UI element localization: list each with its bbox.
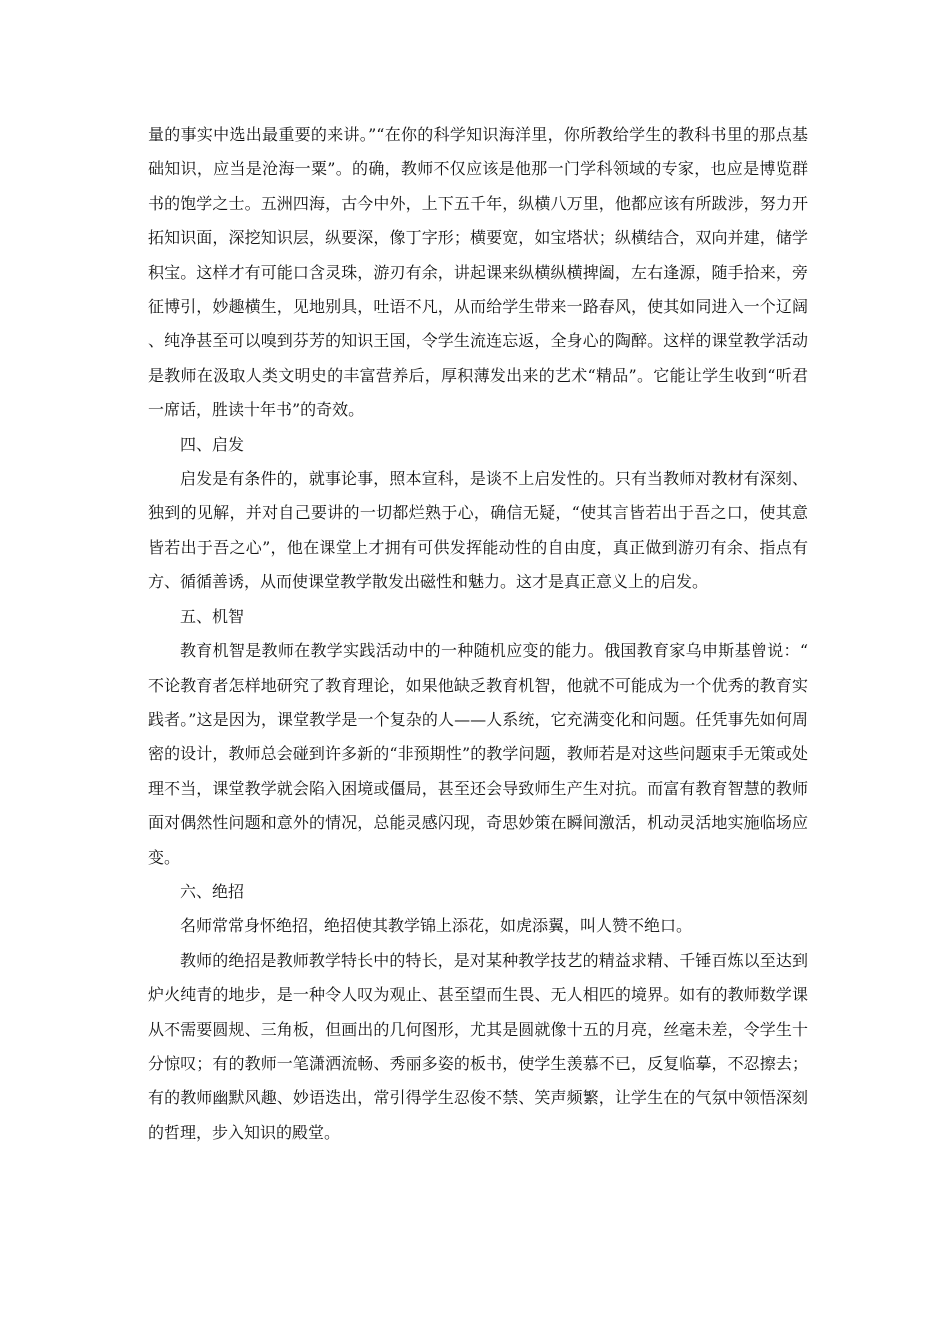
section-heading-qifa: 四、启发 bbox=[180, 434, 245, 454]
section-heading-juezhao: 六、绝招 bbox=[180, 881, 245, 901]
document-body bbox=[148, 118, 808, 1150]
paragraph-continuation: 量的事实中选出最重要的来讲。”“在你的科学知识海洋里，你所教给学生的教科书里的那点基础知识，应当是沧海一粟”。的确，教师不仅应该是他那一门学科领域的专家，也应是博览群书的饱学之士。五洲四海，古今中外，上下五千年，纵横八万里，他都应该有所跋涉，努力开拓知识面，深挖知识层，纵要深，像丁字形；横要宽，如宝塔状；纵横结合，双向并建，储学积宝。这样才有可能口含灵珠，游刃有余，讲起课来纵横纵横捭阖，左右逢源，随手拾来，旁征博引，妙趣横生，见地别具，吐语不凡，从而给学生带来一路春风，使其如同进入一个辽阔、纯净甚至可以嗅到芬芳的知识王国，令学生流连忘返，全身心的陶醉。这样的课堂教学活动是教师在汲取人类文明史的丰富营养后，厚积薄发出来的艺术“精品”。它能让学生收到“听君一席话，胜读十年书”的奇效。 bbox=[148, 125, 808, 420]
paragraph-juezhao-intro: 名师常常身怀绝招，绝招使其教学锦上添花，如虎添翼，叫人赞不绝口。 bbox=[180, 916, 693, 936]
paragraph-jizhi: 教育机智是教师在教学实践活动中的一种随机应变的能力。俄国教育家乌申斯基曾说：“不论教育者怎样地研究了教育理论，如果他缺乏教育机智，他就不可能成为一个优秀的教育实践者。”这是因为，课堂教学是一个复杂的人——人系统，它充满变化和问题。任凭事先如何周密的设计，教师总会碰到许多新的“非预期性”的教学问题，教师若是对这些问题束手无策或处理不当，课堂教学就会陷入困境或僵局，甚至还会导致师生产生对抗。而富有教育智慧的教师面对偶然性问题和意外的情况，总能灵感闪现，奇思妙策在瞬间激活，机动灵活地实施临场应变。 bbox=[148, 641, 808, 867]
paragraph-juezhao-detail: 教师的绝招是教师教学特长中的特长，是对某种教学技艺的精益求精、千锤百炼以至达到炉火纯青的地步，是一种令人叹为观止、甚至望而生畏、无人相匹的境界。如有的教师数学课从不需要圆规、三角板，但画出的几何图形，尤其是圆就像十五的月亮，丝毫未差，令学生十分惊叹；有的教师一笔潇洒流畅、秀丽多姿的板书，使学生羡慕不已，反复临摹，不忍擦去；有的教师幽默风趣、妙语迭出，常引得学生忍俊不禁、笑声频繁，让学生在的气氛中领悟深刻的哲理，步入知识的殿堂。 bbox=[148, 950, 808, 1142]
paragraph-qifa: 启发是有条件的，就事论事，照本宣科，是谈不上启发性的。只有当教师对教材有深刻、独到的见解，并对自己要讲的一切都烂熟于心，确信无疑，“使其言皆若出于吾之口，使其意皆若出于吾之心”，他在课堂上才拥有可供发挥能动性的自由度，真正做到游刃有余、指点有方、循循善诱，从而使课堂教学散发出磁性和魅力。这才是真正意义上的启发。 bbox=[148, 469, 808, 592]
section-heading-jizhi: 五、机智 bbox=[180, 606, 245, 626]
